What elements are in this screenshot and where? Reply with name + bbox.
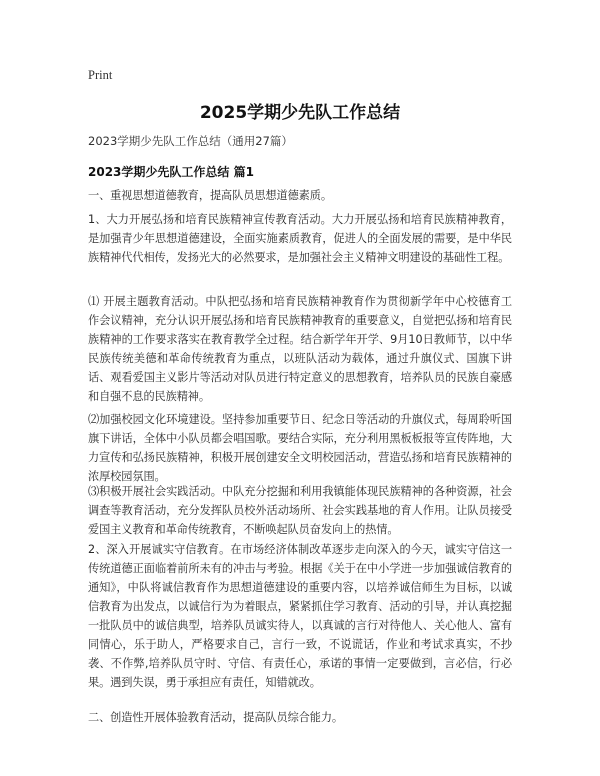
paragraph-heading-two: 二、创造性开展体验教育活动，提高队员综合能力。 (88, 711, 344, 724)
paragraph-heading-one: 一、重视思想道德教育，提高队员思想道德素质。 (88, 189, 332, 202)
document-subtitle: 2023学期少先队工作总结（通用27篇） (88, 134, 293, 148)
document-title: 2025学期少先队工作总结 (199, 103, 401, 123)
paragraph: 2、深入开展诚实守信教育。在市场经济体制改革逐步走向深入的今天，诚实守信这一传统道德正面临着前所未有的冲击与考验。根据《关于在中小学进一步加强诚信教育的通知》，中队将诚信教育作为思想道德建设的重要内容，以培养诚信师生为目标，以诚信教育为出发点，以诚信行为为着眼点，紧紧抓住学习教育、活动的引导，并认真挖掘一批队员中的诚信典型，培养队员诚实待人，以真诚的言行对待他人、关心他人、富有同情心，乐于助人，严格要求自己，言行一致，不说谎话，作业和考试求真实，不抄袭、不作弊,培养队员守时、守信、有责任心，承诺的事情一定要做到，言必信，行必果。遇到失误，勇于承担应有责任，知错就改。 (88, 543, 512, 689)
section-heading: 2023学期少先队工作总结 篇1 (88, 165, 254, 179)
print-link[interactable]: Print (88, 68, 113, 82)
paragraph: ⑶积极开展社会实践活动。中队充分挖掘和利用我镇能体现民族精神的各种资源，社会调查等教育活动，充分发挥队员校外活动场所、社会实践基地的育人作用。让队员接受爱国主义教育和革命传统教育，不断唤起队员奋发向上的热情。 (88, 485, 512, 536)
paragraph: ⑵加强校园文化环境建设。坚持参加重要节日、纪念日等活动的升旗仪式，每周聆听国旗下讲话，全体中小队员都会唱国歌。要结合实际，充分利用黑板板报等宣传阵地，大力宣传和弘扬民族精神，积极开展创建安全文明校园活动，营造弘扬和培育民族精神的浓厚校园氛围。 (88, 413, 512, 483)
paragraph: 1、大力开展弘扬和培育民族精神宣传教育活动。大力开展弘扬和培育民族精神教育，是加强青少年思想道德建设，全面实施素质教育，促进人的全面发展的需要，是中华民族精神代代相传，发扬光大的必然要求，是加强社会主义精神文明建设的基础性工程。 (88, 213, 512, 264)
paragraph: ⑴ 开展主题教育活动。中队把弘扬和培育民族精神教育作为贯彻新学年中心校德育工作会议精神，充分认识开展弘扬和培育民族精神教育的重要意义，自觉把弘扬和培育民族精神的工作要求落实在教育教学全过程。结合新学年开学、9月10日教师节，以中华民族传统美德和革命传统教育为重点，以班队活动为载体，通过升旗仪式、国旗下讲话、观看爱国主义影片等活动对队员进行特定意义的思想教育，培养队员的民族自豪感和自强不息的民族精神。 (88, 295, 512, 403)
